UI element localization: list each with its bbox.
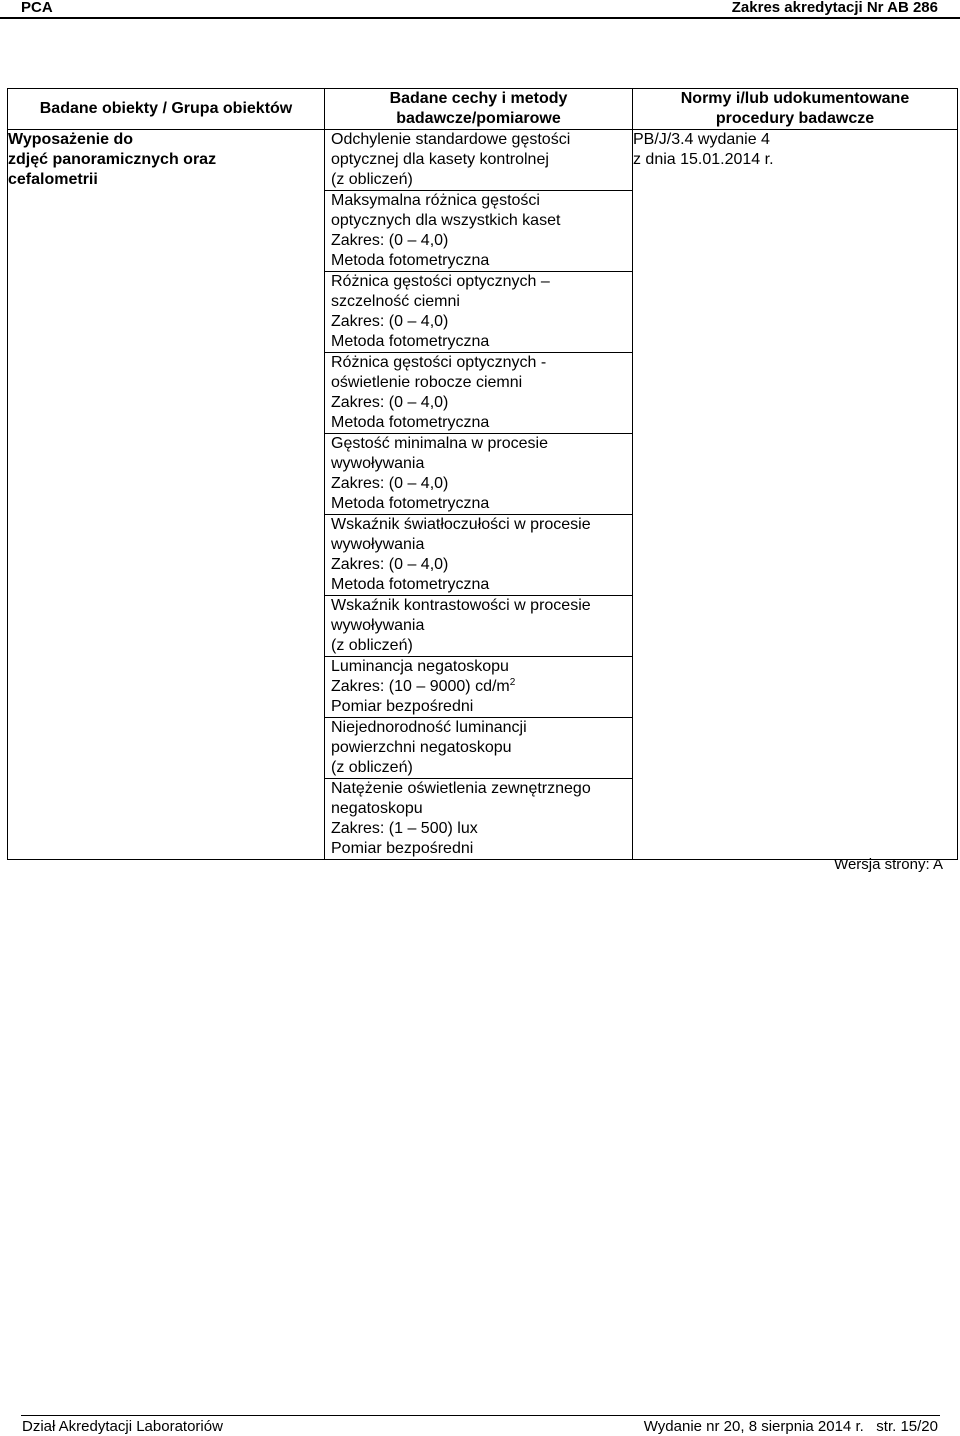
feature-item: Natężenie oświetlenia zewnętrznego negatoskopu Zakres: (1 – 500) lux Pomiar bezpośredni (331, 780, 591, 857)
feature-item: Luminancja negatoskopu Zakres: (10 – 9000) $cd/m^2$ Pomiar bezpośredni (325, 657, 632, 718)
table-header-row (8, 89, 958, 130)
page-version: Wersja strony: A (834, 856, 943, 873)
norm-cell: PB/J/3.4 wydanie 4 z dnia 15.01.2014 r. (632, 130, 957, 860)
page-header (0, 0, 960, 18)
header-org: PCA (21, 0, 53, 16)
features-cell (325, 130, 633, 860)
feature-item: Wskaźnik kontrastowości w procesie wywoływania (z obliczeń) (325, 596, 632, 657)
feature-item: Odchylenie standardowe gęstości optycznej dla kasety kontrolnej (z obliczeń) (325, 130, 632, 191)
header-title: Zakres akredytacji Nr AB 286 (731, 0, 938, 16)
footer-edition: Wydanie nr 20, 8 sierpnia 2014 r. str. 15/20 (643, 1418, 938, 1435)
table-row (8, 130, 958, 860)
feature-item: Różnica gęstości optycznych - oświetlenie robocze ciemni Zakres: (0 – 4,0) Metoda fotometryczna (325, 353, 632, 434)
feature-item: Maksymalna różnica gęstości optycznych dla wszystkich kaset Zakres: (0 – 4,0) Metoda fotometryczna (325, 191, 632, 272)
luminance-range: Zakres: (10 – 9000) $cd/m^2$ (331, 677, 516, 695)
feature-item: Gęstość minimalna w procesie wywoływania Zakres: (0 – 4,0) Metoda fotometryczna (325, 434, 632, 515)
footer-department: Dział Akredytacji Laboratoriów (22, 1418, 223, 1435)
header-rule (0, 17, 960, 19)
header-features: Badane cechy i metody badawcze/pomiarowe (325, 89, 633, 130)
header-norms: Normy i/lub udokumentowane procedury badawcze (632, 89, 957, 130)
feature-item: Różnica gęstości optycznych – szczelność ciemni Zakres: (0 – 4,0) Metoda fotometryczna (325, 272, 632, 353)
feature-item: Niejednorodność luminancji powierzchni negatoskopu (z obliczeń) (325, 718, 632, 779)
page-footer (0, 1415, 960, 1436)
object-cell: Wyposażenie do zdjęć panoramicznych oraz cefalometrii (8, 130, 325, 860)
superscript: 2 (509, 677, 516, 688)
footer-rule (21, 1415, 940, 1416)
accreditation-table (7, 88, 958, 860)
header-objects: Badane obiekty / Grupa obiektów (8, 89, 325, 130)
feature-item: Wskaźnik światłoczułości w procesie wywoływania Zakres: (0 – 4,0) Metoda fotometryczna (325, 515, 632, 596)
